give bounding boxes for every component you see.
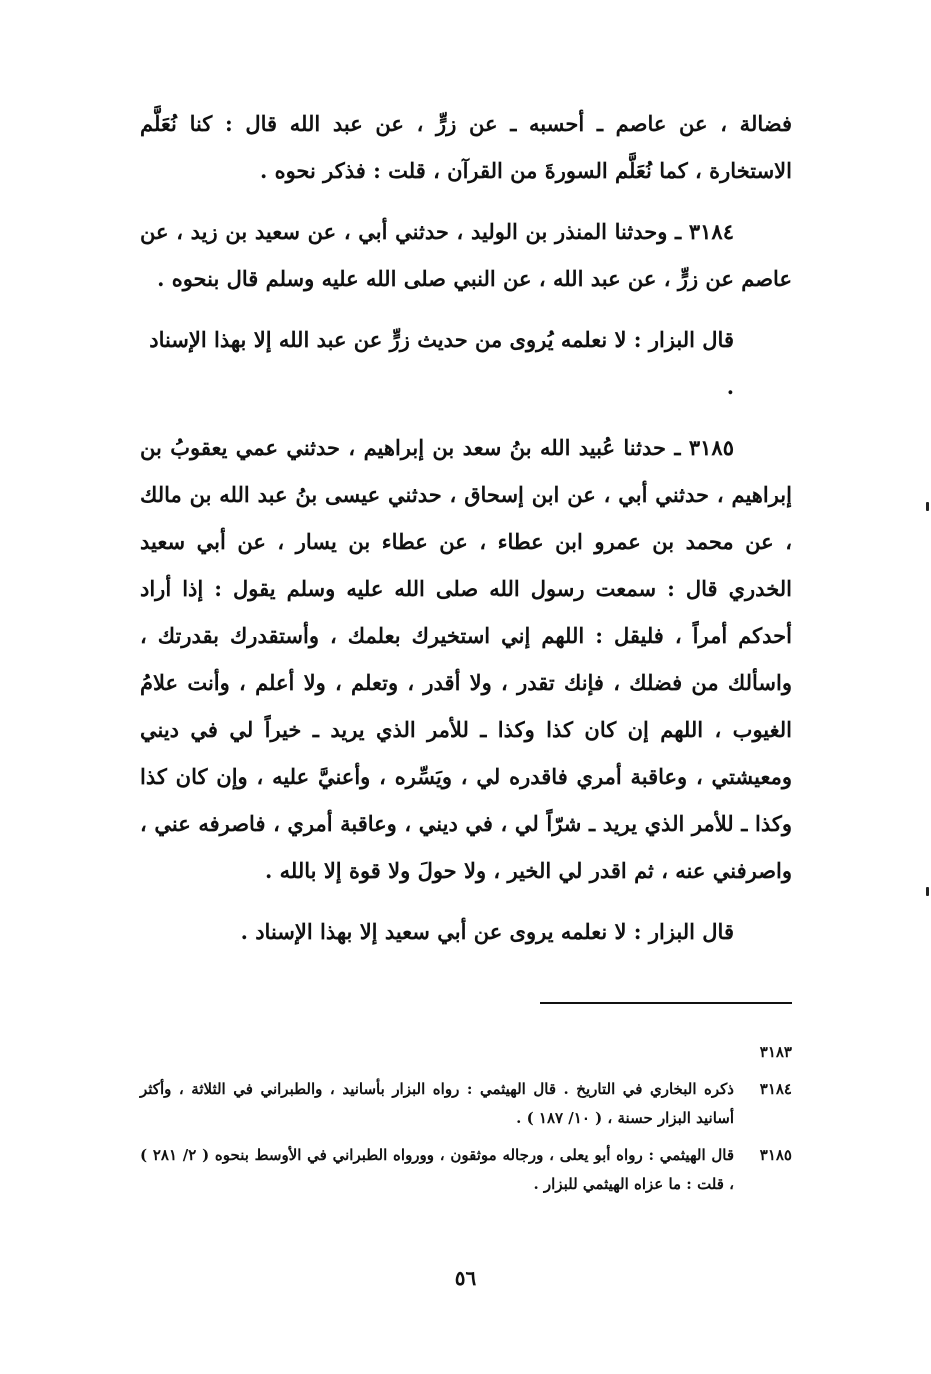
- main-text: [140, 100, 792, 969]
- footnote-number: ٣١٨٣: [759, 1043, 792, 1061]
- footnote-number: ٣١٨٥: [759, 1146, 792, 1164]
- footnote-item: [140, 1075, 792, 1133]
- page-number: ٥٦: [454, 1266, 477, 1290]
- footnote-text: ذكره البخاري في التاريخ . قال الهيثمي : رواه البزار بأسانيد ، والطبراني في الثلاثة ، وأكثر أسانيد البزار حسنة ، ( ١٠/ ١٨٧ ) .: [140, 1080, 734, 1127]
- scan-edge-mark: [926, 502, 929, 511]
- paragraph-continuation: فضالة ، عن عاصم ـ أحسبه ـ عن زرٍّ ، عن عبد الله قال : كنا نُعَلَّم الاستخارة ، كما نُعَلَّم السورةَ من القرآن ، قلت : فذكر نحوه .: [140, 111, 792, 183]
- footnote-item: [140, 1038, 792, 1067]
- footnote-text: [140, 1038, 734, 1067]
- paragraph-bazzar-comment-2: قال البزار : لا نعلمه يروى عن أبي سعيد إلا بهذا الإسناد .: [240, 919, 734, 944]
- footnote-text: قال الهيثمي : رواه أبو يعلى ، ورجاله موثقون ، وورواه الطبراني في الأوسط بنحوه ( ٢/ ٢٨١ ) ، قلت : ما عزاه الهيثمي للبزار .: [140, 1146, 734, 1193]
- footnote-separator: [540, 1002, 792, 1004]
- footnotes: [140, 1038, 792, 1207]
- paragraph-bazzar-comment-1: قال البزار : لا نعلمه يُروى من حديث زرٍّ عن عبد الله إلا بهذا الإسناد .: [149, 327, 734, 399]
- footnote-item: [140, 1141, 792, 1199]
- paragraph-hadith-3184: ٣١٨٤ ـ وحدثنا المنذر بن الوليد ، حدثني أبي ، عن سعيد بن زيد ، عن عاصم عن زرٍّ ، عن عبد الله ، عن النبي صلى الله عليه وسلم قال بنحوه .: [140, 219, 792, 291]
- scan-edge-mark: [926, 887, 929, 896]
- paragraph-hadith-3185: ٣١٨٥ ـ حدثنا عُبيد الله بنُ سعد بن إبراهيم ، حدثني عمي يعقوبُ بن إبراهيم ، حدثني أبي ، عن ابن إسحاق ، حدثني عيسى بنُ عبد الله بن مالك ، عن محمد بن عمرو ابن عطاء ، عن عطاء بن يسار ، عن أبي سعيد الخدري قال : سمعت رسول الله صلى الله عليه وسلم يقول : إذا أراد أحدكم أمراً ، فليقل : اللهم إني استخيرك بعلمك ، وأستقدرك بقدرتك ، واسألك من فضلك ، فإنك تقدر ، ولا أقدر ، وتعلم ، ولا أعلم ، وأنت علامُ الغيوب ، اللهم إن كان كذا وكذا ـ للأمر الذي يريد ـ خيراً لي في ديني ومعيشتي ، وعاقبة أمري فاقدره لي ، ويَسِّره ، وأعنيَّ عليه ، وإن كان كذا وكذا ـ للأمر الذي يريد ـ شرّاً لي ، في ديني ، وعاقبة أمري ، فاصرفه عني ، واصرفني عنه ، ثم اقدر لي الخير ، ولا حولَ ولا قوة إلا بالله .: [140, 435, 792, 883]
- footnote-number: ٣١٨٤: [759, 1080, 792, 1098]
